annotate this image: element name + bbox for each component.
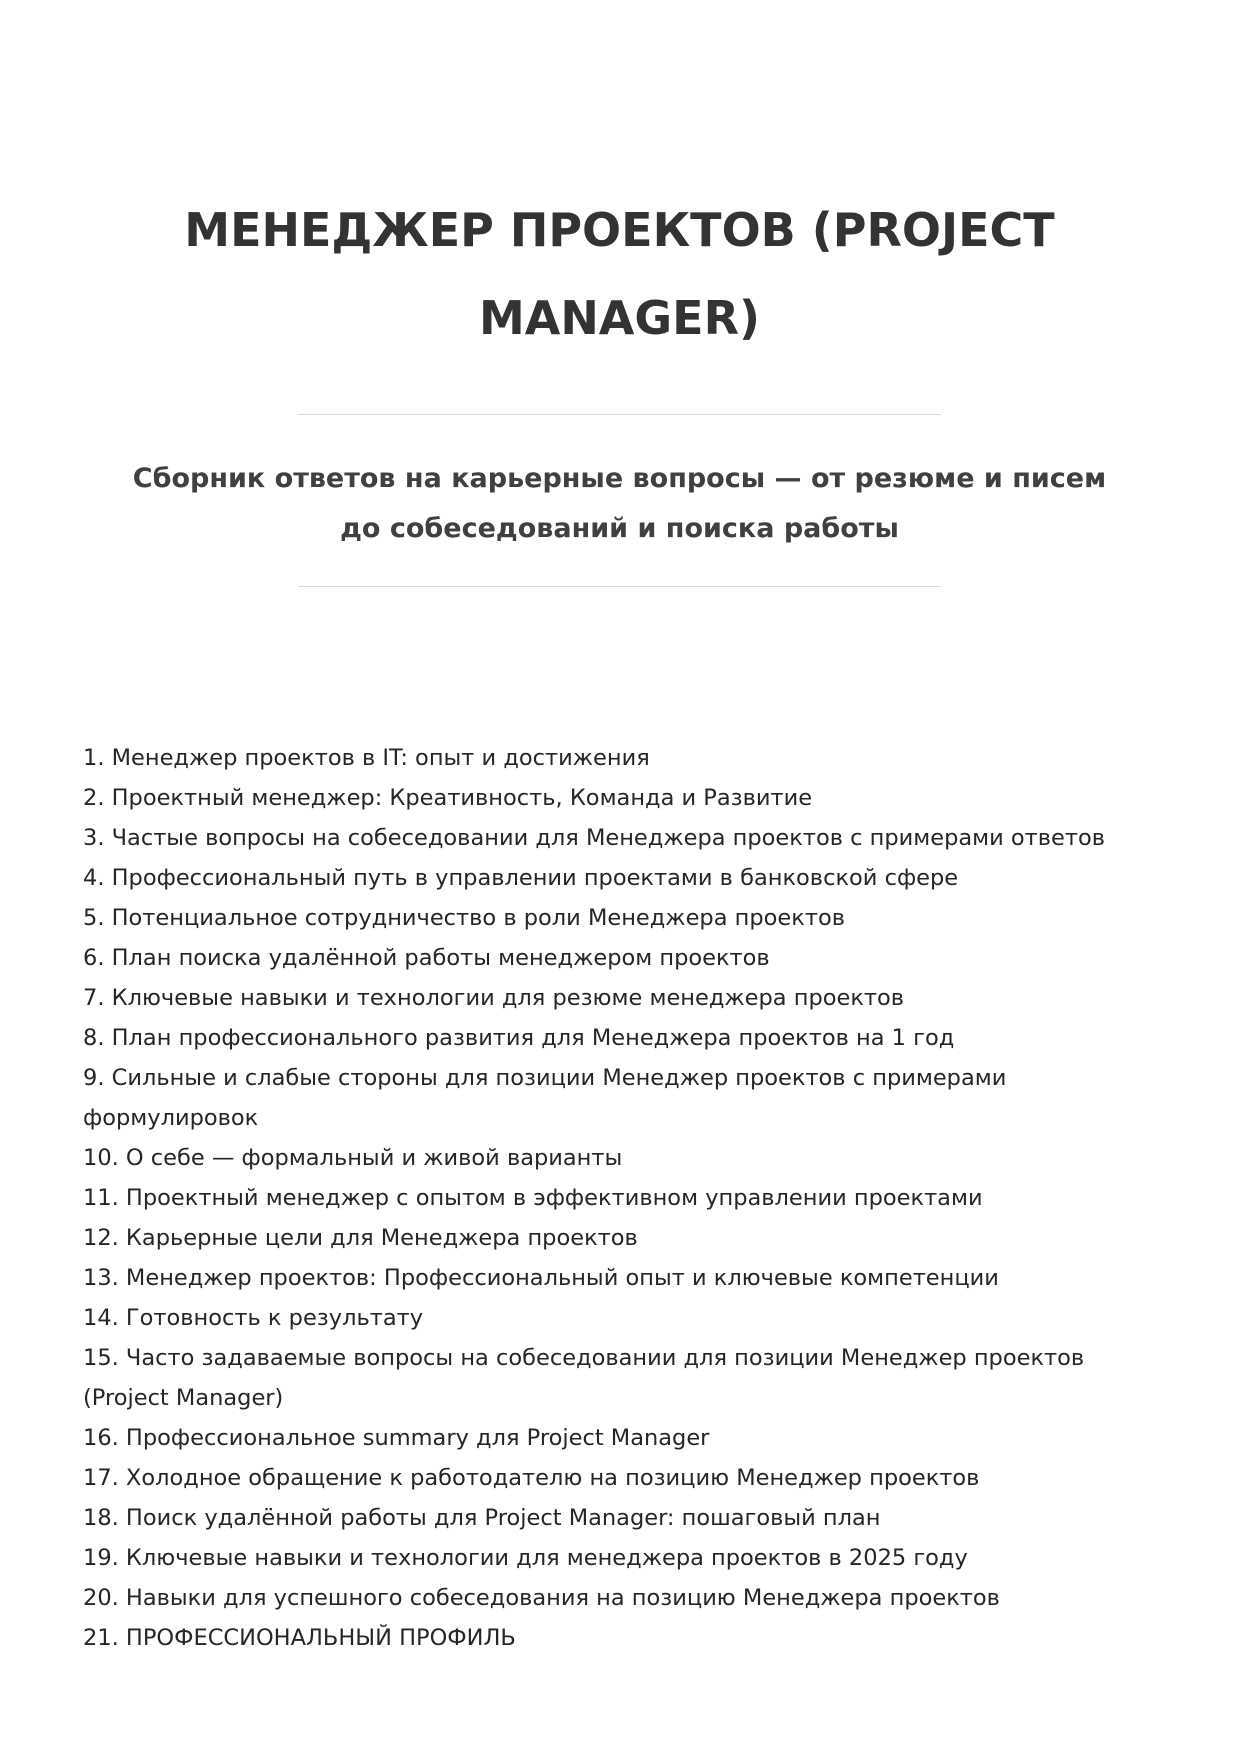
toc-item: 5. Потенциальное сотрудничество в роли Менеджера проектов <box>83 905 845 931</box>
toc-item: 4. Профессиональный путь в управлении проектами в банковской сфере <box>83 865 959 891</box>
toc-item: 17. Холодное обращение к работодателю на позицию Менеджер проектов <box>83 1465 980 1491</box>
document-subtitle: Сборник ответов на карьерные вопросы — от резюме и писем до собеседований и поиска работы <box>132 463 1107 544</box>
toc-item: 7. Ключевые навыки и технологии для резюме менеджера проектов <box>83 985 905 1011</box>
toc-item: 6. План поиска удалённой работы менеджером проектов <box>83 945 770 971</box>
toc-item: 15. Часто задаваемые вопросы на собеседовании для позиции Менеджер проектов (Project Manager) <box>83 1345 1085 1411</box>
toc-item: 14. Готовность к результату <box>83 1305 424 1331</box>
toc-item: 9. Сильные и слабые стороны для позиции Менеджер проектов с примерами формулировок <box>83 1065 1007 1131</box>
table-of-contents <box>83 738 1163 1658</box>
toc-item: 2. Проектный менеджер: Креативность, Команда и Развитие <box>83 785 813 811</box>
toc-item: 10. О себе — формальный и живой варианты <box>83 1145 623 1171</box>
toc-item: 19. Ключевые навыки и технологии для менеджера проектов в 2025 году <box>83 1545 968 1571</box>
toc-item: 1. Менеджер проектов в IT: опыт и достижения <box>83 745 650 771</box>
toc-item: 13. Менеджер проектов: Профессиональный опыт и ключевые компетенции <box>83 1265 999 1291</box>
document-title: МЕНЕДЖЕР ПРОЕКТОВ (PROJECT MANAGER) <box>184 203 1055 345</box>
toc-item: 8. План профессионального развития для Менеджера проектов на 1 год <box>83 1025 955 1051</box>
toc-item: 11. Проектный менеджер с опытом в эффективном управлении проектами <box>83 1185 983 1211</box>
toc-item: 21. ПРОФЕССИОНАЛЬНЫЙ ПРОФИЛЬ <box>83 1625 516 1651</box>
toc-item: 3. Частые вопросы на собеседовании для Менеджера проектов с примерами ответов <box>83 825 1106 851</box>
divider-top <box>298 414 941 415</box>
toc-item: 16. Профессиональное summary для Project Manager <box>83 1425 710 1451</box>
toc-item: 18. Поиск удалённой работы для Project Manager: пошаговый план <box>83 1505 881 1531</box>
divider-bottom <box>298 586 941 587</box>
toc-item: 20. Навыки для успешного собеседования на позицию Менеджера проектов <box>83 1585 1000 1611</box>
toc-item: 12. Карьерные цели для Менеджера проектов <box>83 1225 638 1251</box>
